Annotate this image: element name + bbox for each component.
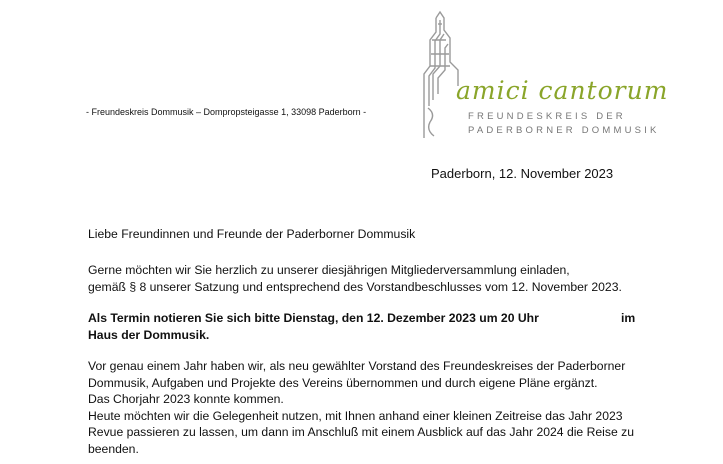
salutation-paragraph — [88, 226, 648, 243]
sender-address-line: - Freundeskreis Dommusik – Dompropsteigasse 1, 33098 Paderborn - — [86, 107, 367, 117]
appointment-line-1: Als Termin notieren Sie sich bitte Dienstag, den 12. Dezember 2023 um 20 Uhr — [88, 311, 539, 325]
amici-cantorum-logo — [418, 10, 718, 140]
main-line-3: Das Chorjahr 2023 konnte kommen. — [88, 392, 284, 406]
appointment-line-2: Haus der Dommusik. — [88, 327, 210, 342]
invite-line-2: gemäß § 8 unserer Satzung und entsprechend des Vorstandbeschlusses vom 12. November 2023. — [88, 279, 622, 294]
main-line-4: Heute möchten wir die Gelegenheit nutzen, mit Ihnen anhand einer kleinen Zeitreise das Jahr 2023 — [88, 408, 623, 423]
main-line-1: Vor genau einem Jahr haben wir, als neu gewählter Vorstand des Freundeskreises der Paderborner — [88, 359, 626, 373]
main-line-6: beenden. — [88, 441, 139, 456]
logo-subtitle-line1: FREUNDESKREIS DER — [468, 111, 626, 122]
main-line-2: Dommusik, Aufgaben und Projekte des Vereins übernommen und durch eigene Pläne ergänzt. — [88, 375, 598, 390]
appointment-line-1-end: im — [621, 311, 636, 325]
invitation-paragraph — [88, 262, 648, 295]
letter-date: Paderborn, 12. November 2023 — [431, 166, 614, 181]
logo-subtitle-line2: PADERBORNER DOMMUSIK — [468, 125, 660, 136]
appointment-paragraph — [88, 310, 648, 343]
salutation-text: Liebe Freundinnen und Freunde der Paderborner Dommusik — [88, 227, 416, 241]
logo-title: amici cantorum — [456, 76, 669, 105]
main-line-5: Revue passieren zu lassen, um dann im Anschluß mit einem Ausblick auf das Jahr 2024 die Reise zu — [88, 425, 635, 439]
main-paragraph — [88, 358, 648, 457]
invite-line-1: Gerne möchten wir Sie herzlich zu unserer diesjährigen Mitgliederversammlung einladen, — [88, 263, 570, 277]
